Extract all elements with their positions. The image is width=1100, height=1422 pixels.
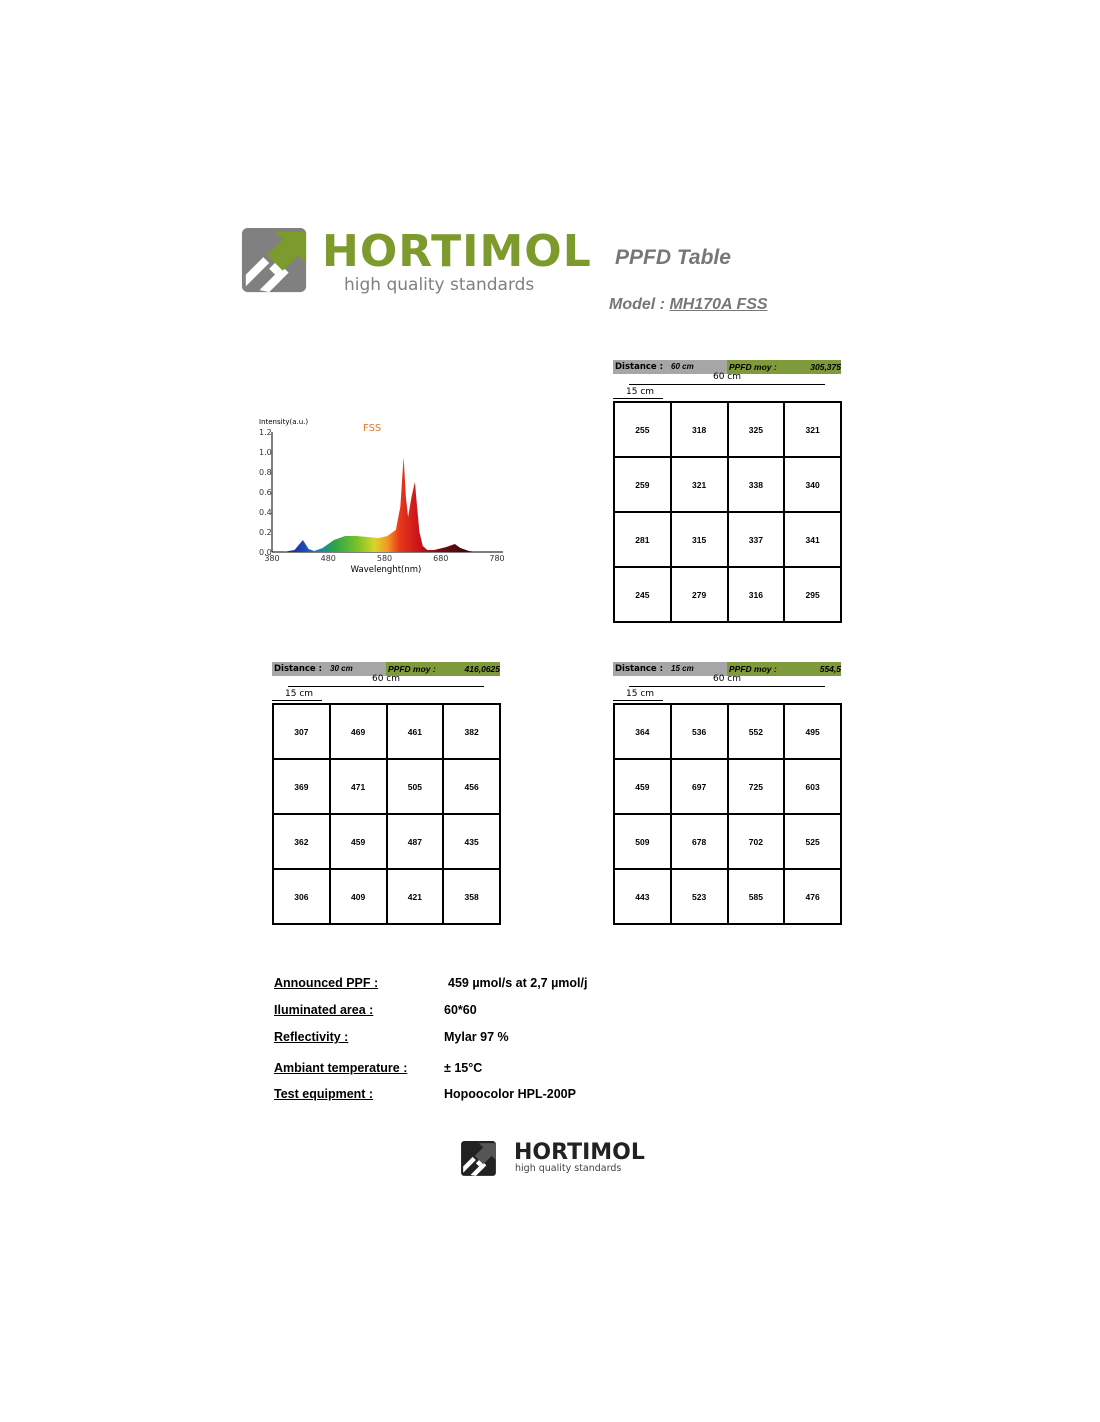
footer-brand-tagline: high quality standards [515,1163,622,1174]
ppfd-cell: 459 [330,814,387,869]
table-row [614,869,841,924]
series-label: FSS [363,423,382,434]
ppfd-grid-30cm [272,662,502,925]
x-tick-label: 680 [433,554,449,563]
table-row [273,704,500,759]
ppfd-cell: 603 [784,759,841,814]
ppfd-cell: 525 [784,814,841,869]
ppfd-cell: 459 [614,759,671,814]
footer-logo-mark [459,1140,499,1178]
y-tick-label: 0.0 [259,548,272,557]
x-axis-label: Wavelenght(nm) [350,565,422,574]
page-title: PPFD Table [615,246,731,269]
span-total-label: 60 cm [712,372,742,382]
ppfd-cell: 409 [330,869,387,924]
info-value-ppf: 459 µmol/s at 2,7 µmol/j [448,976,588,990]
ppfd-cell: 495 [784,704,841,759]
span-cell [613,387,843,401]
ppfd-cell: 536 [671,704,728,759]
ppfd-cell: 307 [273,704,330,759]
ppfd-cell: 697 [671,759,728,814]
table-row [614,759,841,814]
ppfd-cell: 358 [443,869,500,924]
ppfd-cell: 341 [784,512,841,567]
ppfd-cell: 585 [728,869,785,924]
span-cell [272,689,502,703]
ppfd-cell: 279 [671,567,728,622]
info-label-equipment: Test equipment : [274,1087,374,1101]
table-row [273,759,500,814]
ppfd-label: PPFD moy : [729,362,777,372]
ppfd-value: 554,5 [819,664,841,674]
ppfd-cell: 321 [671,457,728,512]
hortimol-logo-mark [240,226,310,296]
ppfd-value: 416,0625 [464,664,500,674]
distance-value: 15 cm [671,664,694,673]
span-cell [613,689,843,703]
table-row [273,814,500,869]
y-tick-label: 0.8 [259,468,272,477]
info-label-area: Iluminated area : [274,1003,374,1017]
ppfd-cell: 340 [784,457,841,512]
y-tick-label: 0.6 [259,488,272,497]
info-value-area: 60*60 [444,1003,477,1017]
ppfd-grid-60cm [613,360,843,623]
ppfd-cell: 461 [387,704,444,759]
ppfd-cell: 476 [784,869,841,924]
ppfd-cell: 469 [330,704,387,759]
x-tick-label: 380 [264,554,280,563]
ppfd-cell: 552 [728,704,785,759]
ppfd-cell: 281 [614,512,671,567]
span-cell-label: 15 cm [626,387,655,397]
ppfd-cell: 337 [728,512,785,567]
ppfd-cell: 435 [443,814,500,869]
info-value-reflectivity: Mylar 97 % [444,1030,509,1044]
y-tick-label: 0.4 [259,508,272,517]
ppfd-cell: 382 [443,704,500,759]
spectrum-chart [255,414,515,574]
y-tick-label: 1.0 [259,448,272,457]
y-tick-label: 1.2 [259,428,272,437]
ppfd-cell: 443 [614,869,671,924]
ppfd-cell: 523 [671,869,728,924]
ppfd-cell: 471 [330,759,387,814]
info-value-temperature: ± 15°C [444,1061,483,1075]
ppfd-cell: 364 [614,704,671,759]
info-value-equipment: Hopoocolor HPL-200P [444,1087,576,1101]
ppfd-cell: 456 [443,759,500,814]
brand-tagline: high quality standards [344,275,535,295]
ppfd-cell: 369 [273,759,330,814]
ppfd-table [613,401,842,623]
span-total [613,374,843,387]
span-total [272,676,502,689]
ppfd-cell: 678 [671,814,728,869]
ppfd-cell: 421 [387,869,444,924]
table-row [614,704,841,759]
ppfd-grid-15cm [613,662,843,925]
table-row [614,402,841,457]
table-row [273,869,500,924]
table-row [614,567,841,622]
distance-label: Distance : [274,664,323,674]
ppfd-cell: 505 [387,759,444,814]
ppfd-label: PPFD moy : [388,664,436,674]
x-tick-label: 780 [489,554,505,563]
span-cell-label: 15 cm [285,689,314,699]
y-tick-label: 0.2 [259,528,272,537]
y-axis-label: Intensity(a.u.) [259,418,309,426]
ppfd-cell: 338 [728,457,785,512]
model-label: Model : [609,296,665,313]
ppfd-cell: 245 [614,567,671,622]
ppfd-cell: 702 [728,814,785,869]
spectrum-area [272,457,477,552]
ppfd-table [613,703,842,925]
ppfd-cell: 321 [784,402,841,457]
ppfd-table [272,703,501,925]
span-total [613,676,843,689]
x-tick-label: 480 [320,554,336,563]
ppfd-cell: 306 [273,869,330,924]
info-label-ppf: Announced PPF : [274,976,379,990]
info-label-reflectivity: Reflectivity : [274,1030,349,1044]
table-row [614,512,841,567]
model-value: MH170A FSS [669,296,768,313]
ppfd-cell: 255 [614,402,671,457]
ppfd-cell: 315 [671,512,728,567]
span-total-label: 60 cm [712,674,742,684]
ppfd-cell: 316 [728,567,785,622]
ppfd-cell: 487 [387,814,444,869]
ppfd-cell: 295 [784,567,841,622]
footer-brand-name: HORTIMOL [514,1140,645,1165]
ppfd-cell: 509 [614,814,671,869]
ppfd-cell: 259 [614,457,671,512]
x-tick-label: 580 [376,554,393,563]
distance-value: 30 cm [330,664,353,673]
table-row [614,457,841,512]
ppfd-value: 305,375 [810,362,841,372]
ppfd-label: PPFD moy : [729,664,777,674]
table-row [614,814,841,869]
ppfd-cell: 325 [728,402,785,457]
brand-name: HORTIMOL [322,226,592,277]
distance-label: Distance : [615,362,664,372]
span-total-label: 60 cm [371,674,401,684]
model-line [609,296,768,314]
distance-label: Distance : [615,664,664,674]
ppfd-cell: 362 [273,814,330,869]
info-label-temperature: Ambiant temperature : [274,1061,408,1075]
distance-value: 60 cm [671,362,694,371]
span-cell-label: 15 cm [626,689,655,699]
ppfd-cell: 318 [671,402,728,457]
ppfd-cell: 725 [728,759,785,814]
